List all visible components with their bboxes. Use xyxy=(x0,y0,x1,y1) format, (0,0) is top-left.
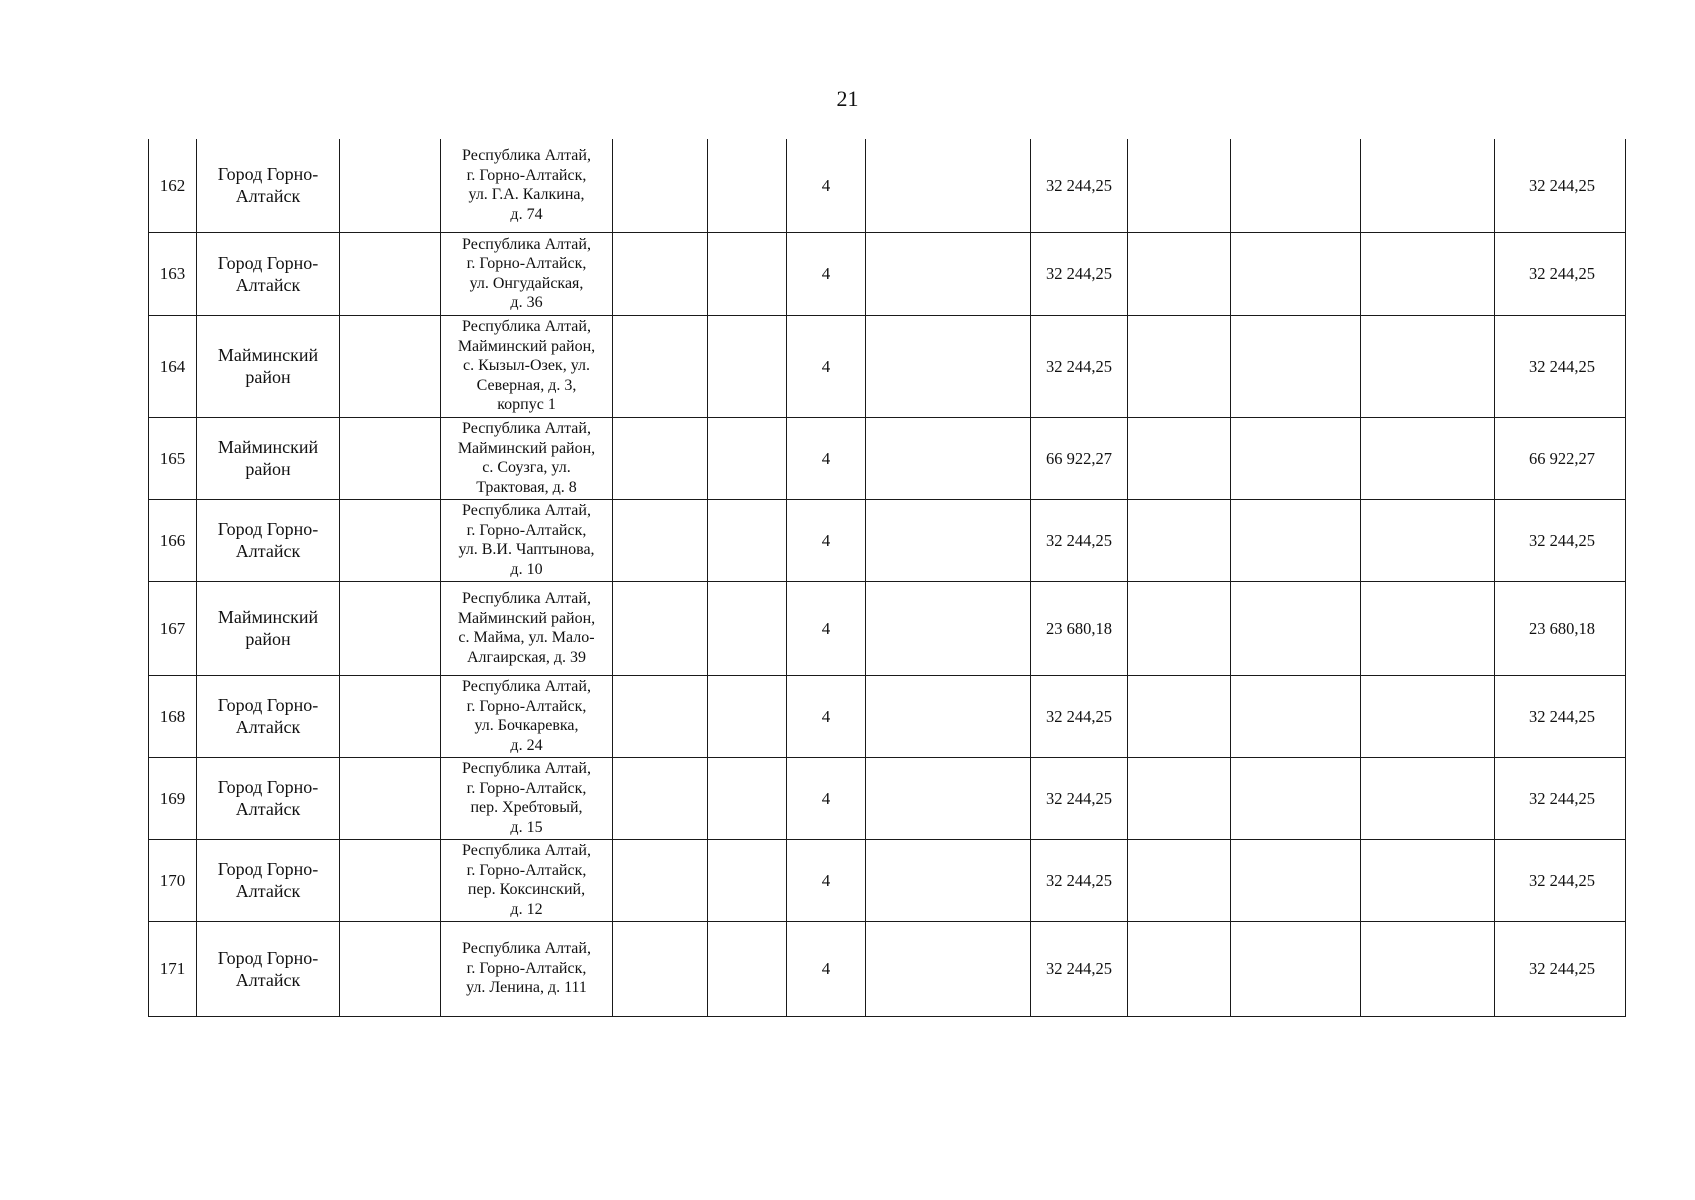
row-number: 162 xyxy=(149,139,197,232)
empty-cell xyxy=(1128,232,1231,315)
empty-cell xyxy=(1128,581,1231,675)
empty-cell xyxy=(866,417,1031,499)
total-amount: 32 244,25 xyxy=(1495,139,1626,232)
table-row xyxy=(149,839,1626,921)
row-number: 166 xyxy=(149,499,197,581)
empty-cell xyxy=(708,921,787,1016)
empty-cell xyxy=(866,675,1031,757)
empty-cell xyxy=(613,417,708,499)
empty-cell xyxy=(340,315,441,417)
empty-cell xyxy=(613,499,708,581)
amount: 32 244,25 xyxy=(1031,839,1128,921)
quantity: 4 xyxy=(787,581,866,675)
empty-cell xyxy=(613,315,708,417)
amount: 32 244,25 xyxy=(1031,499,1128,581)
empty-cell xyxy=(1128,839,1231,921)
quantity: 4 xyxy=(787,921,866,1016)
amount: 23 680,18 xyxy=(1031,581,1128,675)
municipality: Город Горно- Алтайск xyxy=(197,921,340,1016)
address: Республика Алтай, г. Горно-Алтайск, ул. Онгудайская, д. 36 xyxy=(441,232,613,315)
empty-cell xyxy=(613,139,708,232)
empty-cell xyxy=(613,921,708,1016)
empty-cell xyxy=(708,417,787,499)
empty-cell xyxy=(1231,921,1361,1016)
empty-cell xyxy=(1128,921,1231,1016)
empty-cell xyxy=(708,757,787,839)
table-row xyxy=(149,757,1626,839)
municipality: Город Горно- Алтайск xyxy=(197,757,340,839)
amount: 32 244,25 xyxy=(1031,315,1128,417)
municipality: Город Горно- Алтайск xyxy=(197,139,340,232)
total-amount: 32 244,25 xyxy=(1495,232,1626,315)
empty-cell xyxy=(340,581,441,675)
amount: 32 244,25 xyxy=(1031,757,1128,839)
empty-cell xyxy=(340,417,441,499)
address: Республика Алтай, г. Горно-Алтайск, пер. Коксинский, д. 12 xyxy=(441,839,613,921)
empty-cell xyxy=(708,499,787,581)
empty-cell xyxy=(708,232,787,315)
empty-cell xyxy=(708,675,787,757)
quantity: 4 xyxy=(787,139,866,232)
empty-cell xyxy=(1231,581,1361,675)
municipality: Майминский район xyxy=(197,417,340,499)
empty-cell xyxy=(866,757,1031,839)
table-row xyxy=(149,581,1626,675)
municipality: Майминский район xyxy=(197,315,340,417)
total-amount: 32 244,25 xyxy=(1495,499,1626,581)
page-number: 21 xyxy=(836,86,859,111)
empty-cell xyxy=(340,139,441,232)
empty-cell xyxy=(1231,675,1361,757)
empty-cell xyxy=(613,232,708,315)
total-amount: 32 244,25 xyxy=(1495,757,1626,839)
municipality: Город Горно- Алтайск xyxy=(197,499,340,581)
empty-cell xyxy=(866,315,1031,417)
empty-cell xyxy=(866,139,1031,232)
address: Республика Алтай, Майминский район, с. Кызыл-Озек, ул. Северная, д. 3, корпус 1 xyxy=(441,315,613,417)
empty-cell xyxy=(1231,139,1361,232)
empty-cell xyxy=(340,675,441,757)
table-row xyxy=(149,232,1626,315)
amount: 32 244,25 xyxy=(1031,675,1128,757)
municipality: Город Горно- Алтайск xyxy=(197,675,340,757)
quantity: 4 xyxy=(787,675,866,757)
table-row xyxy=(149,921,1626,1016)
total-amount: 32 244,25 xyxy=(1495,675,1626,757)
empty-cell xyxy=(340,232,441,315)
empty-cell xyxy=(1361,315,1495,417)
empty-cell xyxy=(708,315,787,417)
empty-cell xyxy=(613,757,708,839)
quantity: 4 xyxy=(787,839,866,921)
empty-cell xyxy=(1231,315,1361,417)
quantity: 4 xyxy=(787,232,866,315)
empty-cell xyxy=(340,921,441,1016)
quantity: 4 xyxy=(787,499,866,581)
row-number: 163 xyxy=(149,232,197,315)
row-number: 168 xyxy=(149,675,197,757)
quantity: 4 xyxy=(787,315,866,417)
empty-cell xyxy=(1361,921,1495,1016)
address: Республика Алтай, Майминский район, с. Майма, ул. Мало- Алгаирская, д. 39 xyxy=(441,581,613,675)
empty-cell xyxy=(1231,499,1361,581)
empty-cell xyxy=(340,499,441,581)
empty-cell xyxy=(1128,417,1231,499)
empty-cell xyxy=(1361,139,1495,232)
address: Республика Алтай, г. Горно-Алтайск, ул. Бочкаревка, д. 24 xyxy=(441,675,613,757)
empty-cell xyxy=(1361,581,1495,675)
amount: 32 244,25 xyxy=(1031,921,1128,1016)
empty-cell xyxy=(866,581,1031,675)
empty-cell xyxy=(866,921,1031,1016)
empty-cell xyxy=(866,839,1031,921)
total-amount: 23 680,18 xyxy=(1495,581,1626,675)
total-amount: 32 244,25 xyxy=(1495,839,1626,921)
quantity: 4 xyxy=(787,757,866,839)
empty-cell xyxy=(613,675,708,757)
empty-cell xyxy=(1128,315,1231,417)
empty-cell xyxy=(708,139,787,232)
empty-cell xyxy=(1361,839,1495,921)
municipality: Город Горно- Алтайск xyxy=(197,232,340,315)
empty-cell xyxy=(1231,232,1361,315)
municipality: Город Горно- Алтайск xyxy=(197,839,340,921)
row-number: 167 xyxy=(149,581,197,675)
empty-cell xyxy=(1361,499,1495,581)
register-table xyxy=(148,139,1626,1017)
empty-cell xyxy=(1128,499,1231,581)
row-number: 165 xyxy=(149,417,197,499)
empty-cell xyxy=(613,581,708,675)
empty-cell xyxy=(1128,675,1231,757)
empty-cell xyxy=(1231,757,1361,839)
empty-cell xyxy=(1231,417,1361,499)
amount: 32 244,25 xyxy=(1031,232,1128,315)
table-row xyxy=(149,499,1626,581)
empty-cell xyxy=(1361,232,1495,315)
total-amount: 32 244,25 xyxy=(1495,921,1626,1016)
municipality: Майминский район xyxy=(197,581,340,675)
address: Республика Алтай, Майминский район, с. Соузга, ул. Трактовая, д. 8 xyxy=(441,417,613,499)
address: Республика Алтай, г. Горно-Алтайск, ул. Ленина, д. 111 xyxy=(441,921,613,1016)
table-row xyxy=(149,417,1626,499)
empty-cell xyxy=(1361,675,1495,757)
empty-cell xyxy=(1361,417,1495,499)
empty-cell xyxy=(866,232,1031,315)
empty-cell xyxy=(340,839,441,921)
row-number: 169 xyxy=(149,757,197,839)
table-row xyxy=(149,315,1626,417)
empty-cell xyxy=(1231,839,1361,921)
empty-cell xyxy=(708,581,787,675)
amount: 32 244,25 xyxy=(1031,139,1128,232)
row-number: 171 xyxy=(149,921,197,1016)
quantity: 4 xyxy=(787,417,866,499)
total-amount: 32 244,25 xyxy=(1495,315,1626,417)
table-row xyxy=(149,139,1626,232)
row-number: 164 xyxy=(149,315,197,417)
empty-cell xyxy=(1128,139,1231,232)
address: Республика Алтай, г. Горно-Алтайск, пер. Хребтовый, д. 15 xyxy=(441,757,613,839)
amount: 66 922,27 xyxy=(1031,417,1128,499)
address: Республика Алтай, г. Горно-Алтайск, ул. В.И. Чаптынова, д. 10 xyxy=(441,499,613,581)
row-number: 170 xyxy=(149,839,197,921)
empty-cell xyxy=(340,757,441,839)
empty-cell xyxy=(613,839,708,921)
empty-cell xyxy=(708,839,787,921)
empty-cell xyxy=(866,499,1031,581)
total-amount: 66 922,27 xyxy=(1495,417,1626,499)
address: Республика Алтай, г. Горно-Алтайск, ул. Г.А. Калкина, д. 74 xyxy=(441,139,613,232)
table-row xyxy=(149,675,1626,757)
empty-cell xyxy=(1128,757,1231,839)
empty-cell xyxy=(1361,757,1495,839)
